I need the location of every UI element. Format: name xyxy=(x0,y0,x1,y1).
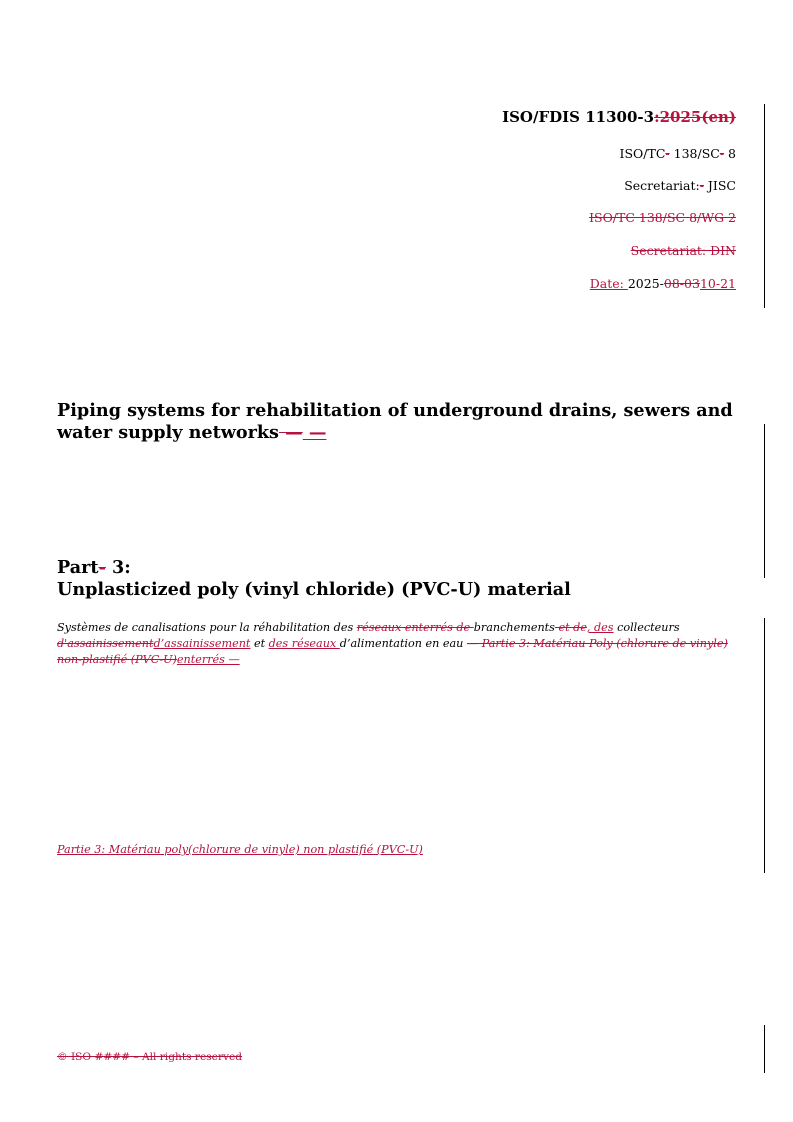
change-bar xyxy=(764,618,765,873)
tc-text: ISO/TC xyxy=(619,146,666,161)
secretariat-label: Secretariat: xyxy=(624,178,700,193)
part-number-line xyxy=(57,557,747,579)
french-title-deleted: — Partie 3: Matériau Poly (chlorure de vinyle) non-plastifié (PVC-U) xyxy=(57,637,728,666)
french-title-inserted: , des xyxy=(586,621,614,634)
tc-text: 138/SC xyxy=(669,146,720,161)
part-name: Unplasticized poly (vinyl chloride) (PVC-U) material xyxy=(57,579,571,600)
date-inserted: 10-21 xyxy=(699,276,736,291)
part-deleted-hyphen: - xyxy=(98,557,106,578)
document-id xyxy=(502,108,736,126)
doc-id-deleted-suffix: :2025(en) xyxy=(654,108,736,126)
french-title-deleted: d'assainissement xyxy=(57,637,154,650)
doc-id-text: ISO/FDIS 11300-3 xyxy=(502,108,655,126)
french-title xyxy=(57,620,747,668)
working-group-deleted: ISO/TC 138/SC 8/WG 2 xyxy=(589,210,736,225)
french-title-text: collecteurs xyxy=(613,621,680,634)
tc-text: 8 xyxy=(724,146,736,161)
main-title-inserted-dash: — xyxy=(302,422,327,443)
document-date xyxy=(590,276,736,291)
main-title-deleted-dash: — xyxy=(278,422,303,443)
change-bar xyxy=(764,424,765,578)
french-title-text: et xyxy=(250,637,269,650)
technical-committee xyxy=(620,146,736,161)
french-title-deleted: et de xyxy=(554,621,587,634)
french-title-inserted: des réseaux xyxy=(268,637,340,650)
part-number: 3: xyxy=(105,557,131,578)
secretariat-deleted-hyphen: - xyxy=(699,178,704,193)
french-title-inserted: enterrés — xyxy=(176,653,240,666)
part-label: Part xyxy=(57,557,99,578)
copyright-notice-deleted: © ISO #### – All rights reserved xyxy=(57,1051,243,1063)
date-deleted: 08-03 xyxy=(663,276,700,291)
secretariat xyxy=(624,178,736,193)
french-title-deleted: réseaux enterrés de xyxy=(356,621,474,634)
french-part-title-inserted: Partie 3: Matériau poly(chlorure de vinyle) non plastifié (PVC-U) xyxy=(57,843,423,856)
tc-deleted-hyphen: - xyxy=(665,146,670,161)
part-title xyxy=(57,557,747,601)
french-title-inserted: d’assainissement xyxy=(153,637,251,650)
date-label-inserted: Date: xyxy=(589,276,628,291)
french-title-text: Systèmes de canalisations pour la réhabilitation des xyxy=(57,621,357,634)
french-title-text: d’alimentation en eau xyxy=(339,637,467,650)
change-bar xyxy=(764,1025,765,1073)
main-title-text: Piping systems for rehabilitation of underground drains, sewers and water supply networks xyxy=(57,400,733,443)
french-title-text: branchements xyxy=(473,621,555,634)
date-year: 2025- xyxy=(627,276,664,291)
change-bar xyxy=(764,104,765,308)
secretariat-value: JISC xyxy=(703,178,736,193)
secretariat-old-deleted: Secretariat: DIN xyxy=(630,243,736,258)
tc-deleted-hyphen: - xyxy=(719,146,725,161)
main-title xyxy=(57,400,747,444)
